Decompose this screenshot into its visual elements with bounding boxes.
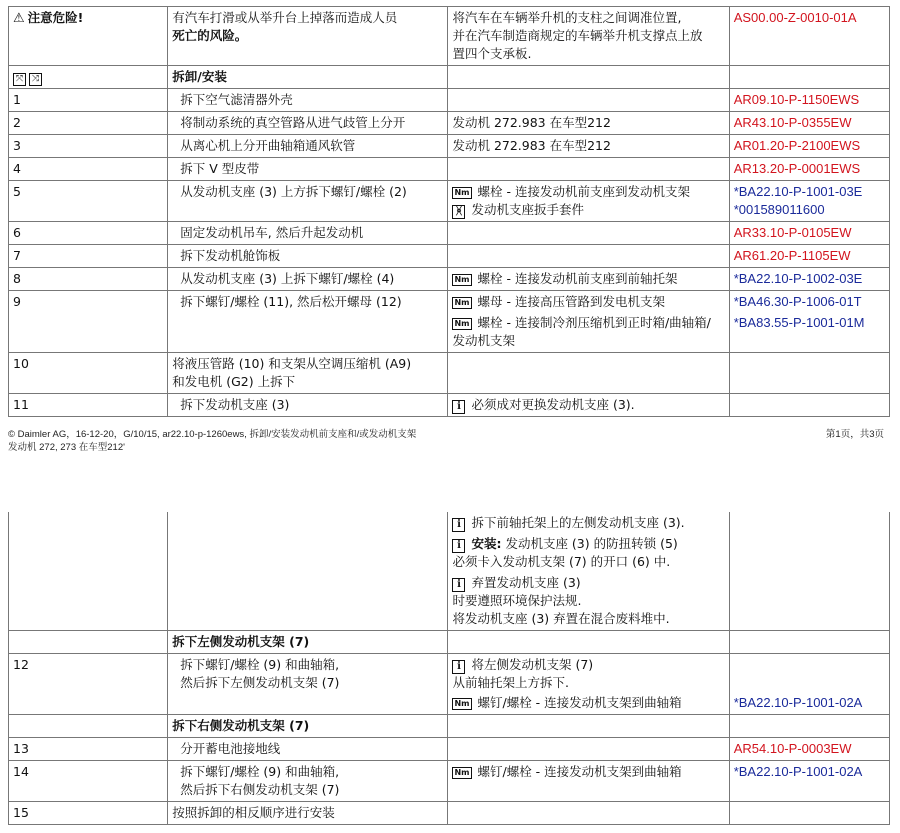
table-row: 2 将制动系统的真空管路从进气歧管上分开 发动机 272.983 在车型212 AR43.10-P-0355EW: [9, 112, 890, 135]
danger-label-cell: ⚠ 注意危险!: [9, 7, 168, 66]
table-row: 12 拆下螺钉/螺栓 (9) 和曲轴箱, 然后拆下左侧发动机支架 (7) i 将左侧发动机支架 (7) 从前轴托架上方拆下. Nm 螺钉/螺栓 - 连接发动机支架到曲轴箱 *BA22.10-P-1001-02A: [9, 654, 890, 715]
wrench-icon: ᚸ: [452, 205, 465, 219]
info-icon: i: [452, 660, 465, 674]
procedure-table-2: [8, 512, 890, 825]
ref-link[interactable]: *BA22.10-P-1001-03E: [733, 184, 863, 199]
ref-link[interactable]: AR61.20-P-1105EW: [729, 245, 889, 268]
table-row: 4 拆下 V 型皮带 AR13.20-P-0001EWS: [9, 158, 890, 181]
section-row: [9, 66, 890, 89]
procedure-table-1: [8, 6, 890, 417]
collapse-icon[interactable]: ⤨: [29, 73, 42, 86]
page-1: [8, 6, 890, 417]
table-row: 15 按照拆卸的相反顺序进行安装: [9, 802, 890, 825]
ref-link[interactable]: AR54.10-P-0003EW: [729, 738, 889, 761]
expand-icons: [9, 66, 168, 89]
ref-link[interactable]: AR43.10-P-0355EW: [729, 112, 889, 135]
page-2: [8, 512, 890, 825]
ref-link[interactable]: AR33.10-P-0105EW: [729, 222, 889, 245]
ref-link[interactable]: *BA22.10-P-1001-02A: [729, 654, 889, 715]
ref-link[interactable]: *BA46.30-P-1006-01T: [733, 294, 862, 309]
table-row: 5 从发动机支座 (3) 上方拆下螺钉/螺栓 (2) Nm 螺栓 - 连接发动机前支座到发动机支架 ᚸ 发动机支座扳手套件 *BA22.10-P-1001-03E *001589011600: [9, 181, 890, 222]
ref-link[interactable]: AR13.20-P-0001EWS: [729, 158, 889, 181]
section-title: 拆卸/安装: [168, 66, 448, 89]
table-row: 1 拆下空气滤清器外壳 AR09.10-P-1150EWS: [9, 89, 890, 112]
danger-risk-cell: 有汽车打滑或从举升台上掉落而造成人员 死亡的风险。: [168, 7, 448, 66]
ref-link[interactable]: *BA22.10-P-1002-03E: [729, 268, 889, 291]
ref-link[interactable]: AR01.20-P-2100EWS: [729, 135, 889, 158]
table-row: 13 分开蓄电池接地线 AR54.10-P-0003EW: [9, 738, 890, 761]
table-row: 8 从发动机支座 (3) 上拆下螺钉/螺栓 (4) Nm 螺栓 - 连接发动机前支座到前轴托架 *BA22.10-P-1002-03E: [9, 268, 890, 291]
table-row: 14 拆下螺钉/螺栓 (9) 和曲轴箱, 然后拆下右侧发动机支架 (7) Nm 螺钉/螺栓 - 连接发动机支架到曲轴箱 *BA22.10-P-1001-02A: [9, 761, 890, 802]
danger-ref-link[interactable]: AS00.00-Z-0010-01A: [729, 7, 889, 66]
section-title: 拆下右侧发动机支架 (7): [168, 715, 448, 738]
table-row: i 拆下前轴托架上的左侧发动机支座 (3). i 安装: 发动机支座 (3) 的防扭转锁 (5) 必须卡入发动机支架 (7) 的开口 (6) 中. i 弃置发动机支座 (3) 时要遵照环境保护法规. 将发动机支座 (3) 弃置在混合废料堆中.: [9, 512, 890, 631]
ref-link[interactable]: *BA83.55-P-1001-01M: [733, 315, 865, 330]
torque-icon: Nm: [454, 768, 470, 777]
table-row: 11 拆下发动机支座 (3) i 必须成对更换发动机支座 (3).: [9, 394, 890, 417]
section-title: 拆下左侧发动机支架 (7): [168, 631, 448, 654]
info-icon: i: [452, 539, 465, 553]
torque-icon: Nm: [454, 298, 470, 307]
table-row: 10 将液压管路 (10) 和支架从空调压缩机 (A9) 和发电机 (G2) 上拆下: [9, 353, 890, 394]
torque-icon: Nm: [454, 319, 470, 328]
warning-triangle-icon: ⚠: [13, 11, 25, 26]
page-footer: © Daimler AG，16-12-20，G/10/15, ar22.10-p-1260ews, 拆卸/安装发动机前支座和/或发动机支架 发动机 272, 273 在车型212' 第1页，共3页: [8, 429, 884, 453]
ref-link[interactable]: AR09.10-P-1150EWS: [729, 89, 889, 112]
table-row: 6 固定发动机吊车, 然后升起发动机 AR33.10-P-0105EW: [9, 222, 890, 245]
torque-icon: Nm: [454, 699, 470, 708]
torque-icon: Nm: [454, 188, 470, 197]
info-icon: i: [452, 400, 465, 414]
ref-link[interactable]: *001589011600: [733, 202, 825, 217]
section-row: [9, 715, 890, 738]
table-row: 7 拆下发动机舱饰板 AR61.20-P-1105EW: [9, 245, 890, 268]
section-row: [9, 631, 890, 654]
page-number: 第1页，共3页: [825, 429, 884, 440]
danger-row: [9, 7, 890, 66]
danger-measure-cell: 将汽车在车辆举升机的支柱之间调准位置, 并在汽车制造商规定的车辆举升机支撑点上放 置四个支承板.: [448, 7, 729, 66]
expand-icon[interactable]: ⤧: [13, 73, 26, 86]
ref-link[interactable]: *BA22.10-P-1001-02A: [729, 761, 889, 802]
torque-icon: Nm: [454, 275, 470, 284]
info-icon: i: [452, 578, 465, 592]
table-row: 3 从离心机上分开曲轴箱通风软管 发动机 272.983 在车型212 AR01.20-P-2100EWS: [9, 135, 890, 158]
table-row: 9 拆下螺钉/螺栓 (11), 然后松开螺母 (12) Nm 螺母 - 连接高压管路到发电机支架 Nm 螺栓 - 连接制冷剂压缩机到正时箱/曲轴箱/ 发动机支架 *BA46.30-P-1006-01T *BA83.55-P-1001-01M: [9, 291, 890, 353]
info-icon: i: [452, 518, 465, 532]
